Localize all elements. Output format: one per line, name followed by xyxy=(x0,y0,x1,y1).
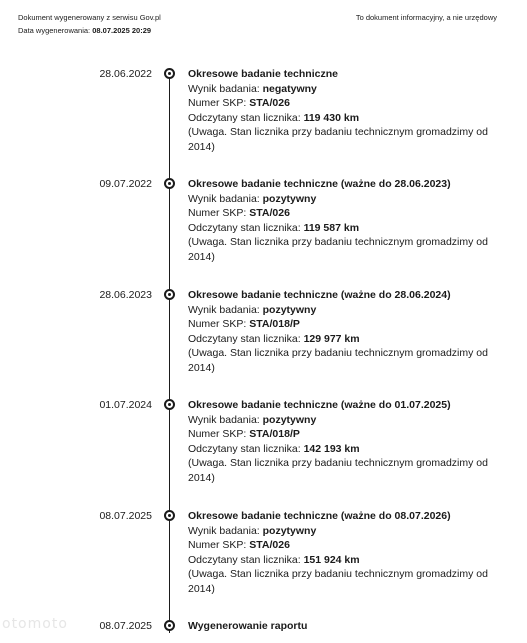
timeline-dot-icon xyxy=(164,178,175,189)
skp-line xyxy=(188,206,488,221)
watermark-logo: otomoto xyxy=(2,616,68,632)
document-header-left xyxy=(18,11,161,37)
result-value: pozytywny xyxy=(262,413,317,426)
source-line: Dokument wygenerowany z serwisu Gov.pl xyxy=(18,13,161,22)
generated-date-line xyxy=(18,24,161,37)
result-label: Wynik badania: xyxy=(188,413,260,426)
entry-details xyxy=(188,288,488,375)
result-line xyxy=(188,303,488,318)
odometer-label: Odczytany stan licznika: xyxy=(188,332,301,345)
entry-title: Okresowe badanie techniczne (ważne do 01.07.2025) xyxy=(188,399,451,411)
result-line xyxy=(188,82,488,97)
entry-details xyxy=(188,509,488,596)
odometer-value: 119 430 km xyxy=(303,111,360,124)
entry-date: 08.07.2025 xyxy=(99,620,152,632)
odometer-label: Odczytany stan licznika: xyxy=(188,442,301,455)
entry-title: Okresowe badanie techniczne (ważne do 08.07.2026) xyxy=(188,510,451,522)
skp-label: Numer SKP: xyxy=(188,428,247,440)
odometer-label: Odczytany stan licznika: xyxy=(188,111,301,124)
odometer-line xyxy=(188,332,488,347)
timeline-line xyxy=(169,73,170,633)
skp-value: STA/026 xyxy=(249,97,290,109)
result-value: pozytywny xyxy=(262,524,317,537)
result-line xyxy=(188,524,488,539)
skp-value: STA/026 xyxy=(249,207,290,219)
result-label: Wynik badania: xyxy=(188,524,260,537)
timeline-dot-icon xyxy=(164,510,175,521)
odometer-note: (Uwaga. Stan licznika przy badaniu technicznym gromadzimy od 2014) xyxy=(188,236,488,263)
entry-details xyxy=(188,177,488,264)
skp-line xyxy=(188,427,488,442)
skp-label: Numer SKP: xyxy=(188,539,247,551)
entry-date: 09.07.2022 xyxy=(99,178,152,190)
odometer-line xyxy=(188,111,488,126)
entry-details xyxy=(188,619,488,634)
odometer-line xyxy=(188,221,488,236)
generated-value: 08.07.2025 20:29 xyxy=(92,26,152,35)
odometer-label: Odczytany stan licznika: xyxy=(188,221,301,234)
skp-value: STA/026 xyxy=(249,539,290,551)
generated-label: Data wygenerowania: xyxy=(18,26,91,35)
timeline-dot-icon xyxy=(164,399,175,410)
result-value: pozytywny xyxy=(262,303,317,316)
entry-title: Okresowe badanie techniczne xyxy=(188,68,338,80)
odometer-line xyxy=(188,442,488,457)
timeline-dot-icon xyxy=(164,289,175,300)
odometer-value: 151 924 km xyxy=(303,553,360,566)
timeline-dot-icon xyxy=(164,68,175,79)
skp-value: STA/018/P xyxy=(249,318,300,330)
disclaimer: To dokument informacyjny, a nie urzędowy xyxy=(355,13,497,22)
result-label: Wynik badania: xyxy=(188,192,260,205)
entry-title: Okresowe badanie techniczne (ważne do 28.06.2023) xyxy=(188,178,451,190)
result-line xyxy=(188,192,488,207)
result-value: negatywny xyxy=(262,82,317,95)
odometer-value: 119 587 km xyxy=(303,221,360,234)
odometer-value: 142 193 km xyxy=(303,442,360,455)
skp-value: STA/018/P xyxy=(249,428,300,440)
skp-label: Numer SKP: xyxy=(188,207,247,219)
entry-details xyxy=(188,67,488,154)
odometer-line xyxy=(188,553,488,568)
skp-line xyxy=(188,317,488,332)
odometer-label: Odczytany stan licznika: xyxy=(188,553,301,566)
skp-line xyxy=(188,538,488,553)
odometer-note: (Uwaga. Stan licznika przy badaniu technicznym gromadzimy od 2014) xyxy=(188,457,488,484)
result-label: Wynik badania: xyxy=(188,303,260,316)
entry-date: 28.06.2023 xyxy=(99,289,152,301)
odometer-note: (Uwaga. Stan licznika przy badaniu technicznym gromadzimy od 2014) xyxy=(188,568,488,595)
entry-details xyxy=(188,398,488,485)
odometer-note: (Uwaga. Stan licznika przy badaniu technicznym gromadzimy od 2014) xyxy=(188,126,488,153)
odometer-value: 129 977 km xyxy=(303,332,360,345)
entry-title: Wygenerowanie raportu xyxy=(188,620,308,632)
entry-date: 28.06.2022 xyxy=(99,68,152,80)
skp-label: Numer SKP: xyxy=(188,97,247,109)
timeline-dot-icon xyxy=(164,620,175,631)
result-value: pozytywny xyxy=(262,192,317,205)
result-line xyxy=(188,413,488,428)
result-label: Wynik badania: xyxy=(188,82,260,95)
entry-title: Okresowe badanie techniczne (ważne do 28.06.2024) xyxy=(188,289,451,301)
entry-date: 08.07.2025 xyxy=(99,510,152,522)
skp-line xyxy=(188,96,488,111)
skp-label: Numer SKP: xyxy=(188,318,247,330)
entry-date: 01.07.2024 xyxy=(99,399,152,411)
odometer-note: (Uwaga. Stan licznika przy badaniu technicznym gromadzimy od 2014) xyxy=(188,347,488,374)
